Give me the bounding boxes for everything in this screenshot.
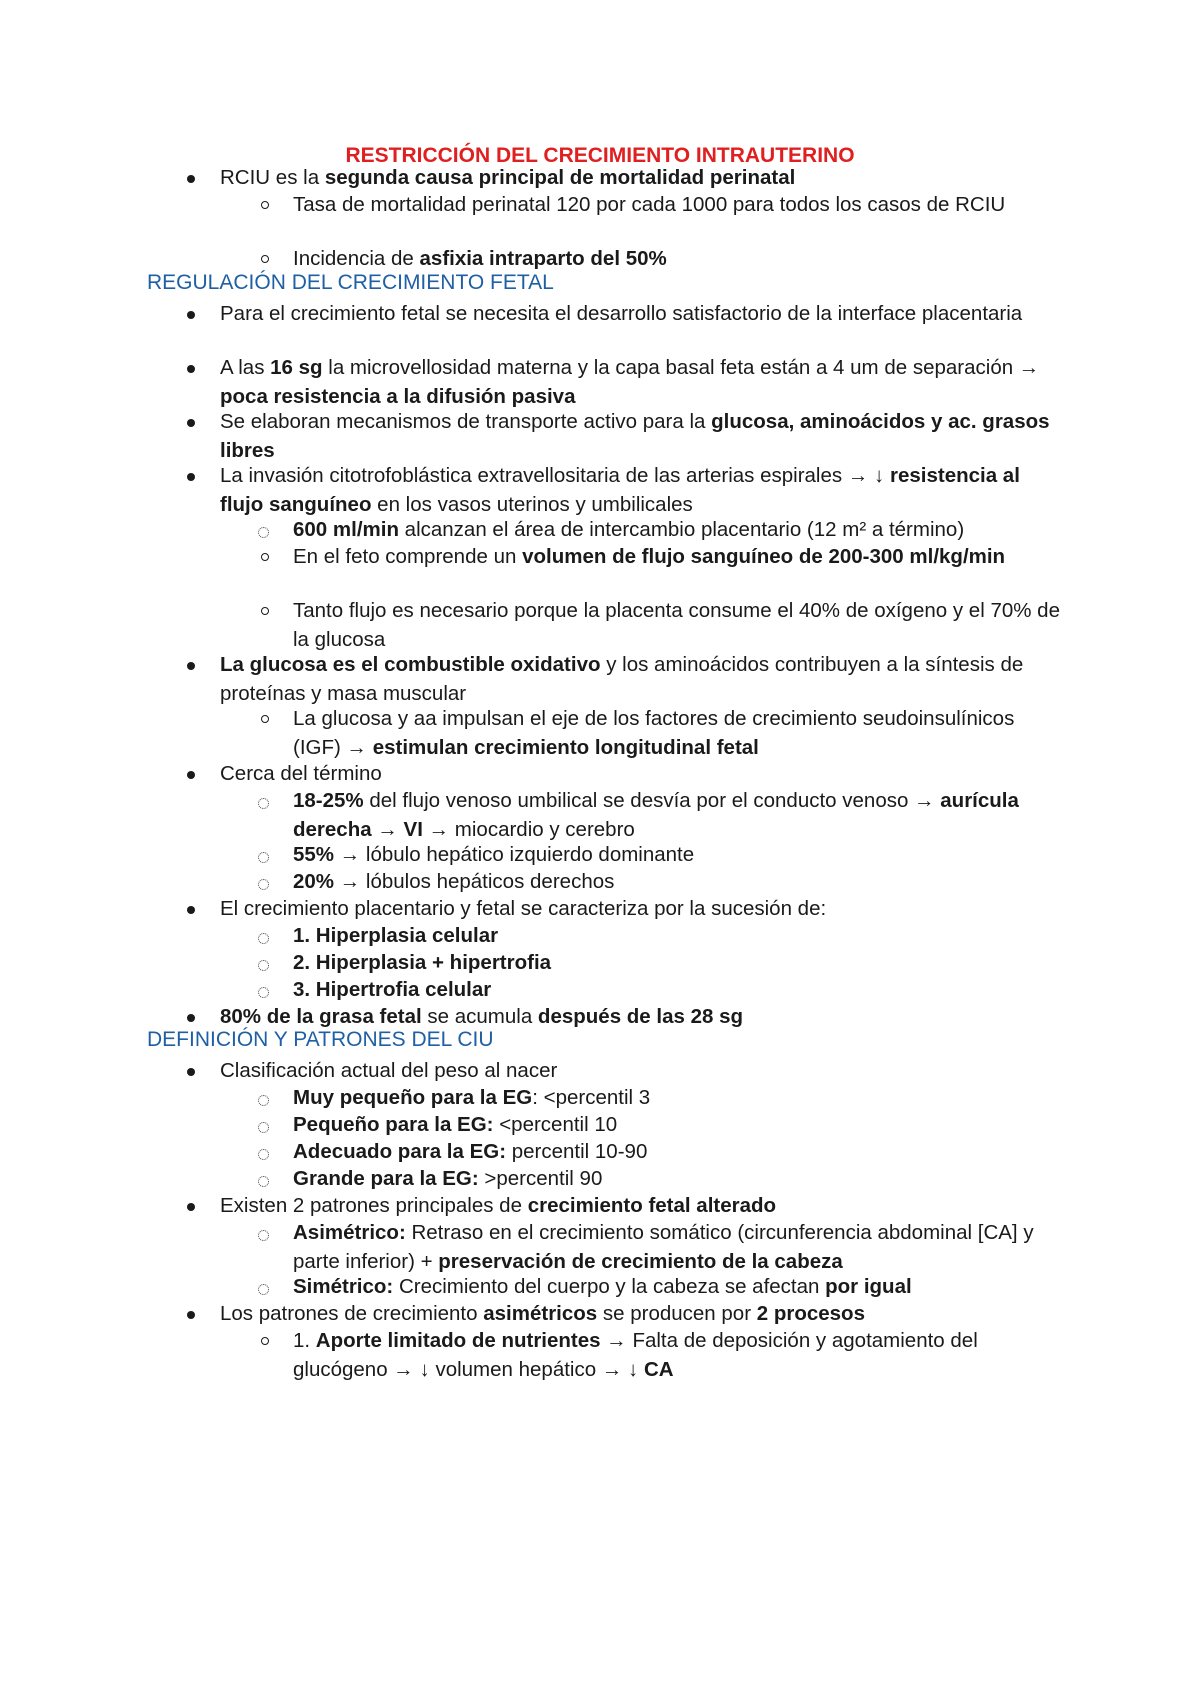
text-run: RCIU es la xyxy=(220,166,325,189)
bullet-dotted-circle-icon xyxy=(258,933,269,944)
sub-bullet-item xyxy=(293,840,1062,869)
sub-bullet-item xyxy=(293,1326,1062,1385)
bold-text: 2 procesos xyxy=(756,1302,865,1325)
sub-bullet-item xyxy=(293,921,1062,950)
bold-text: 3. Hipertrofia celular xyxy=(293,978,492,1001)
bullet-circle-icon xyxy=(261,553,269,561)
text-run: → miocardio y cerebro xyxy=(422,818,635,842)
text-run: En el feto comprende un xyxy=(293,545,523,568)
sub-bullet-item xyxy=(293,515,1062,544)
bullet-disc-icon xyxy=(187,662,195,670)
bold-text: La glucosa es el combustible oxidativo xyxy=(220,653,601,676)
bullet-item xyxy=(220,759,1062,788)
bold-text: glucosa, aminoácidos y ac. grasos libres xyxy=(220,410,1050,463)
text-run: El crecimiento placentario y fetal se caracteriza por la sucesión de: xyxy=(220,897,827,920)
bold-text: resistencia al flujo sanguíneo xyxy=(220,464,1020,517)
text-run: alcanzan el área de intercambio placentario (12 m² a término) xyxy=(398,518,965,541)
bullet-item xyxy=(220,461,1062,520)
bold-text: segunda causa principal de mortalidad perinatal xyxy=(324,166,796,189)
text-run: en los vasos uterinos y umbilicales xyxy=(371,493,693,517)
bold-text: crecimiento fetal alterado xyxy=(527,1194,777,1217)
text-run: >percentil 90 xyxy=(478,1167,603,1190)
sub-bullet-item xyxy=(293,975,1062,1004)
bullet-disc-icon xyxy=(187,419,195,427)
bold-text: estimulan crecimiento longitudinal fetal xyxy=(372,736,759,760)
bullet-dotted-circle-icon xyxy=(258,1230,269,1241)
bold-text: después de las 28 sg xyxy=(537,1005,744,1028)
bold-text: Adecuado para la EG: xyxy=(293,1140,507,1163)
sub-bullet-item xyxy=(293,786,1062,845)
text-run: La invasión citotrofoblástica extravellositaria de las arterias espirales → ↓ xyxy=(220,464,890,487)
sub-bullet-item xyxy=(293,190,1062,219)
bullet-disc-icon xyxy=(187,906,195,914)
bullet-item xyxy=(220,650,1062,709)
text-run: Tasa de mortalidad perinatal 120 por cada 1000 para todos los casos de RCIU xyxy=(293,193,1006,216)
bullet-item xyxy=(220,894,1062,923)
sub-bullet-item xyxy=(293,1272,1062,1301)
text-run: Clasificación actual del peso al nacer xyxy=(220,1059,558,1082)
text-run: se acumula xyxy=(421,1005,538,1028)
bold-text: 1. Hiperplasia celular xyxy=(293,924,499,947)
bullet-circle-icon xyxy=(261,201,269,209)
bullet-dotted-circle-icon xyxy=(258,527,269,538)
bullet-item xyxy=(220,163,1062,192)
bold-text: asimétricos xyxy=(483,1302,598,1325)
bold-text: preservación de crecimiento de la cabeza xyxy=(438,1250,843,1274)
bold-text: 20% xyxy=(293,870,335,893)
sub-bullet-item xyxy=(293,1164,1062,1193)
sub-bullet-item xyxy=(293,542,1062,571)
bullet-item xyxy=(220,1056,1062,1085)
text-run: del flujo venoso umbilical se desvía por el conducto venoso → xyxy=(363,789,941,812)
text-run: Existen 2 patrones principales de xyxy=(220,1194,528,1217)
text-run: Se elaboran mecanismos de transporte activo para la xyxy=(220,410,712,433)
sub-bullet-item xyxy=(293,596,1062,655)
bold-text: poca resistencia a la difusión pasiva xyxy=(220,385,576,409)
sub-bullet-item xyxy=(293,704,1062,763)
text-run: → lóbulos hepáticos derechos xyxy=(334,870,615,893)
bullet-item xyxy=(220,407,1062,466)
text-run: la microvellosidad materna y la capa basal feta están a 4 um de separación → xyxy=(322,356,1040,379)
bullet-disc-icon xyxy=(187,1068,195,1076)
text-run: Tanto flujo es necesario porque la placenta consume el 40% de oxígeno y el 70% de la glucosa xyxy=(293,599,1060,652)
bold-text: CA xyxy=(643,1358,674,1382)
bold-text: Aporte limitado de nutrientes xyxy=(315,1329,601,1352)
text-run: Cerca del término xyxy=(220,762,382,785)
bullet-item xyxy=(220,299,1062,328)
text-run: : <percentil 3 xyxy=(532,1086,651,1109)
text-run: → lóbulo hepático izquierdo dominante xyxy=(334,843,695,866)
bullet-disc-icon xyxy=(187,175,195,183)
bold-text: 2. Hiperplasia + hipertrofia xyxy=(293,951,552,974)
bullet-dotted-circle-icon xyxy=(258,879,269,890)
bullet-disc-icon xyxy=(187,1311,195,1319)
bold-text: 16 sg xyxy=(270,356,323,379)
bold-text: aurícula derecha → VI xyxy=(293,789,1019,842)
sub-bullet-item xyxy=(293,1218,1062,1277)
bold-text: Pequeño para la EG: xyxy=(293,1113,494,1136)
bold-text: Grande para la EG: xyxy=(293,1167,479,1190)
text-run: percentil 10-90 xyxy=(506,1140,648,1163)
bold-text: volumen de flujo sanguíneo de 200-300 ml/kg/min xyxy=(522,545,1006,568)
bullet-dotted-circle-icon xyxy=(258,852,269,863)
bullet-dotted-circle-icon xyxy=(258,1122,269,1133)
bullet-circle-icon xyxy=(261,715,269,723)
text-run: Los patrones de crecimiento xyxy=(220,1302,484,1325)
bullet-dotted-circle-icon xyxy=(258,1284,269,1295)
section-heading-definicion: DEFINICIÓN Y PATRONES DEL CIU xyxy=(147,1028,494,1051)
bold-text: 55% xyxy=(293,843,335,866)
bullet-disc-icon xyxy=(187,311,195,319)
bullet-disc-icon xyxy=(187,1014,195,1022)
sub-bullet-item xyxy=(293,1110,1062,1139)
bullet-disc-icon xyxy=(187,1203,195,1211)
text-run: La glucosa y aa impulsan el eje de los factores de crecimiento seudoinsulínicos (IGF) → xyxy=(293,707,1015,760)
bullet-item xyxy=(220,1002,1062,1031)
text-run: Incidencia de xyxy=(293,247,420,270)
bullet-disc-icon xyxy=(187,473,195,481)
document-title: RESTRICCIÓN DEL CRECIMIENTO INTRAUTERINO xyxy=(345,144,855,167)
text-run: Retraso en el crecimiento somático (circunferencia abdominal [CA] y parte inferior) + xyxy=(293,1221,1034,1274)
bullet-item xyxy=(220,1299,1062,1328)
bold-text: Simétrico: xyxy=(293,1275,394,1298)
bold-text: 80% de la grasa fetal xyxy=(220,1005,422,1028)
text-run: se producen por xyxy=(597,1302,757,1325)
sub-bullet-item xyxy=(293,1083,1062,1112)
bullet-dotted-circle-icon xyxy=(258,1149,269,1160)
bullet-disc-icon xyxy=(187,771,195,779)
bullet-item xyxy=(220,1191,1062,1220)
bullet-dotted-circle-icon xyxy=(258,1095,269,1106)
bullet-dotted-circle-icon xyxy=(258,1176,269,1187)
sub-bullet-item xyxy=(293,948,1062,977)
bold-text: por igual xyxy=(825,1275,912,1298)
sub-bullet-item xyxy=(293,867,1062,896)
text-run: y los aminoácidos contribuyen a la síntesis de proteínas y masa muscular xyxy=(220,653,1024,706)
bold-text: Muy pequeño para la EG xyxy=(293,1086,533,1109)
text-run: Para el crecimiento fetal se necesita el desarrollo satisfactorio de la interface placentaria xyxy=(220,302,1023,325)
bold-text: Asimétrico: xyxy=(293,1221,406,1244)
text-run: A las xyxy=(220,356,271,379)
bullet-circle-icon xyxy=(261,1337,269,1345)
sub-bullet-item xyxy=(293,244,1062,273)
bullet-dotted-circle-icon xyxy=(258,987,269,998)
text-run: 1. xyxy=(293,1329,316,1352)
sub-bullet-item xyxy=(293,1137,1062,1166)
bullet-item xyxy=(220,353,1062,412)
bullet-disc-icon xyxy=(187,365,195,373)
bullet-circle-icon xyxy=(261,607,269,615)
bold-text: 18-25% xyxy=(293,789,364,812)
section-heading-regulacion: REGULACIÓN DEL CRECIMIENTO FETAL xyxy=(147,271,554,294)
text-run: Crecimiento del cuerpo y la cabeza se afectan xyxy=(393,1275,826,1298)
bold-text: 600 ml/min xyxy=(293,518,399,541)
text-run: <percentil 10 xyxy=(493,1113,618,1136)
bold-text: asfixia intraparto del 50% xyxy=(419,247,667,270)
bullet-dotted-circle-icon xyxy=(258,798,269,809)
text-run: → Falta de deposición y agotamiento del glucógeno → ↓ volumen hepático → ↓ xyxy=(293,1329,978,1382)
bullet-dotted-circle-icon xyxy=(258,960,269,971)
bullet-circle-icon xyxy=(261,255,269,263)
